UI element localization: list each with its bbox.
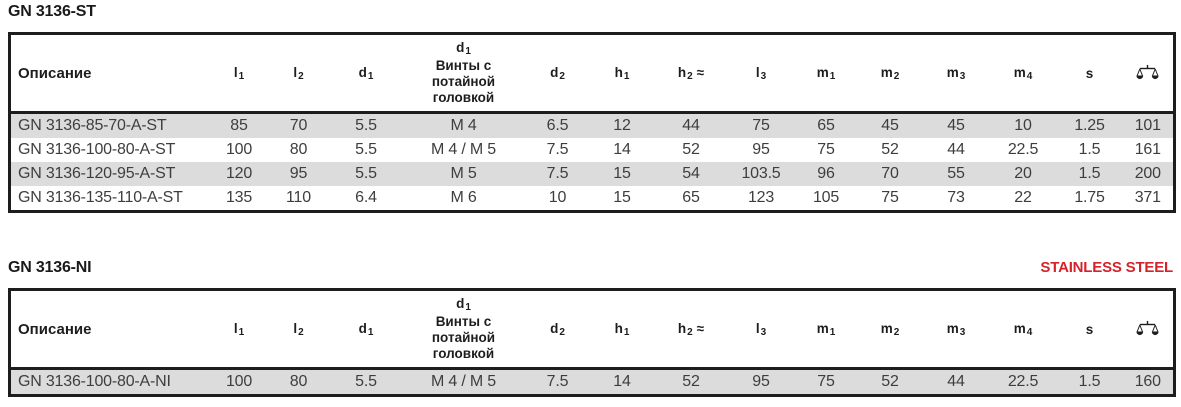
row-description: GN 3136-85-70-A-ST [10,113,212,139]
cell-value: 14 [590,369,655,396]
cell-value: 5.5 [331,162,402,186]
col-header-weight [1123,34,1175,113]
cell-value: 95 [752,141,770,158]
second-table-heading-row [8,258,1173,277]
cell-value: 1.5 [1057,162,1123,186]
cell-value: 96 [795,162,858,186]
cell-value: 65 [682,189,700,206]
cell-value: 10 [548,189,567,206]
col-header-d1-screws: d1 Винты с потайной головкой [402,34,526,113]
cell-value: 80 [289,141,308,158]
cell-value: 14 [613,141,631,158]
col-header-h1: h1 [590,34,655,113]
cell-value: M 6 [450,189,477,206]
cell-value: 110 [286,189,311,206]
cell-value: 105 [812,189,840,206]
cell-value: 12 [590,113,655,139]
cell-weight: 160 [1123,369,1175,396]
cell-value: 20 [990,162,1057,186]
cell-value: 73 [947,189,965,206]
cell-value: 55 [923,162,990,186]
row-description: GN 3136-120-95-A-ST [10,162,212,186]
header-row [10,290,1175,369]
cell-value: M 4 / M 5 [402,369,526,396]
cell-value: M 4 / M 5 [431,141,496,158]
cell-value: 52 [881,141,899,158]
cell-weight: 200 [1123,162,1175,186]
col-header-m4: m4 [990,290,1057,369]
col-header-s: s [1057,34,1123,113]
cell-value: 75 [728,113,795,139]
cell-value: 103.5 [728,162,795,186]
col-header-weight [1123,290,1175,369]
col-header-l3: l3 [728,290,795,369]
cell-value: 5.5 [331,369,402,396]
col-header-description: Описание [10,34,212,113]
cell-value: 52 [682,141,700,158]
cell-value: 85 [212,113,267,139]
cell-value: 75 [881,189,899,206]
col-header-h2: h2 ≈ [655,290,728,369]
cell-value: 22 [1014,189,1032,206]
col-header-m2: m2 [858,290,923,369]
col-header-m1: m1 [795,290,858,369]
cell-value: 1.25 [1057,113,1123,139]
cell-value: 65 [795,113,858,139]
cell-value: 44 [923,369,990,396]
col-header-d2: d2 [526,34,590,113]
col-header-m3: m3 [923,34,990,113]
cell-value: 123 [747,189,775,206]
cell-value: 10 [990,113,1057,139]
cell-value: 95 [267,162,331,186]
cell-value: 15 [613,189,631,206]
cell-value: 15 [590,162,655,186]
table-row [10,113,1175,139]
col-header-m1: m1 [795,34,858,113]
cell-value: 5.5 [331,113,402,139]
cell-value: M 5 [402,162,526,186]
cell-value: 6.5 [526,113,590,139]
cell-value: 5.5 [355,141,377,158]
cell-value: 135 [225,189,253,206]
cell-value: 75 [795,369,858,396]
table-row [10,186,1175,212]
table-row [10,369,1175,396]
col-header-d1-screws: d1 Винты с потайной головкой [402,290,526,369]
cell-value: 6.4 [355,189,377,206]
col-header-l1: l1 [212,290,267,369]
cell-weight: 371 [1134,189,1161,206]
cell-value: 7.5 [526,162,590,186]
col-header-m4: m4 [990,34,1057,113]
col-header-s: s [1057,290,1123,369]
cell-value: 22.5 [990,369,1057,396]
col-header-d2: d2 [526,290,590,369]
cell-value: 45 [923,113,990,139]
col-header-l1: l1 [212,34,267,113]
cell-value: 7.5 [526,369,590,396]
cell-value: 70 [267,113,331,139]
cell-value: 75 [817,141,835,158]
cell-value: 44 [655,113,728,139]
stainless-steel-badge: STAINLESS STEEL [1040,259,1173,276]
cell-value: 1.5 [1057,369,1123,396]
col-header-h2: h2 ≈ [655,34,728,113]
cell-value: 1.5 [1078,141,1101,158]
cell-value: M 4 [402,113,526,139]
cell-value: 45 [858,113,923,139]
col-header-h1: h1 [590,290,655,369]
cell-value: 70 [858,162,923,186]
cell-weight: 161 [1134,141,1161,158]
cell-value: 52 [858,369,923,396]
row-description: GN 3136-100-80-A-ST [18,141,176,158]
col-header-m3: m3 [923,290,990,369]
table-row [10,162,1175,186]
col-header-description: Описание [10,290,212,369]
header-row [10,34,1175,113]
col-header-l3: l3 [728,34,795,113]
cell-value: 80 [267,369,331,396]
cell-value: 100 [212,369,267,396]
gn-3136-ni-table [8,288,1176,397]
weight-scale-icon [1136,64,1159,82]
table-title-st: GN 3136-ST [8,3,96,20]
col-header-d1: d1 [331,34,402,113]
row-description: GN 3136-100-80-A-NI [10,369,212,396]
cell-value: 1.75 [1074,189,1105,206]
cell-value: 52 [655,369,728,396]
cell-value: 22.5 [1007,141,1039,158]
cell-value: 120 [212,162,267,186]
cell-value: 100 [225,141,253,158]
col-header-l2: l2 [267,290,331,369]
table-row [10,138,1175,162]
col-header-m2: m2 [858,34,923,113]
gn-3136-st-table [8,32,1176,213]
weight-scale-icon [1136,320,1159,338]
cell-value: 7.5 [546,141,569,158]
cell-value: 54 [655,162,728,186]
row-description: GN 3136-135-110-A-ST [18,189,183,206]
col-header-l2: l2 [267,34,331,113]
col-header-d1: d1 [331,290,402,369]
cell-weight: 101 [1123,113,1175,139]
table-title-ni: GN 3136-NI [8,259,92,276]
cell-value: 44 [947,141,965,158]
cell-value: 95 [728,369,795,396]
